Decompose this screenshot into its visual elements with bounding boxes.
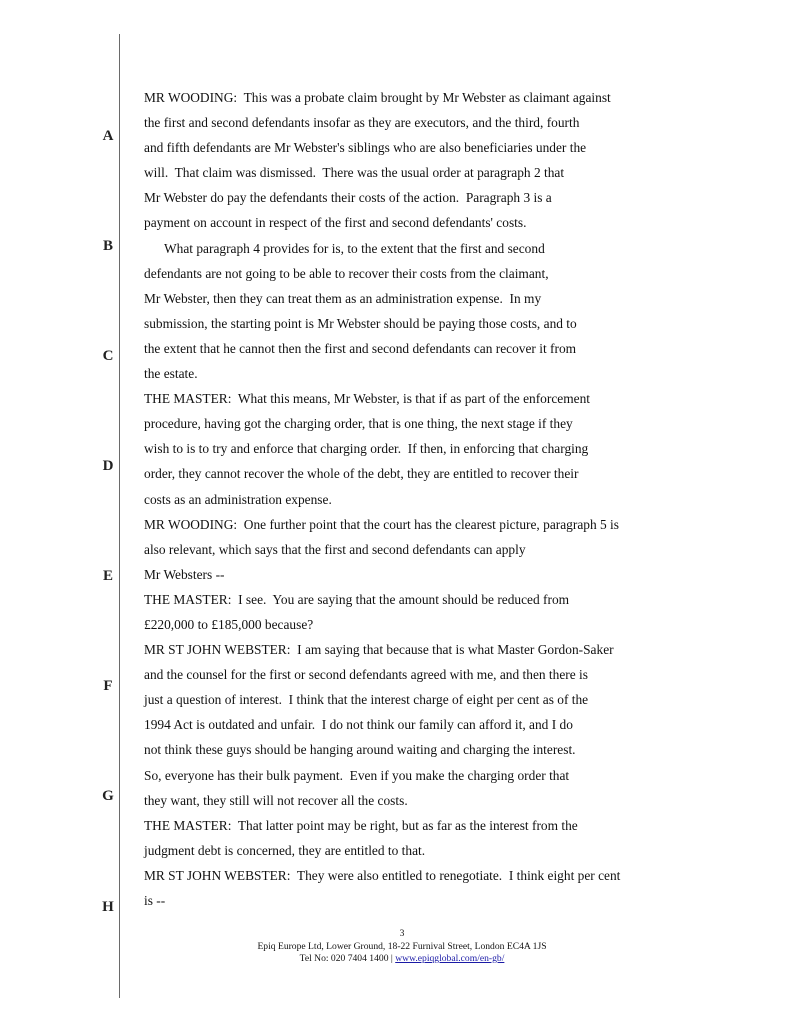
transcript-line: defendants are not going to be able to recover their costs from the claimant, [144, 265, 549, 281]
margin-letter-d: D [102, 458, 114, 474]
transcript-line: What paragraph 4 provides for is, to the extent that the first and second [164, 240, 545, 256]
transcript-line: MR WOODING: This was a probate claim brought by Mr Webster as claimant against [144, 90, 611, 105]
contact-line [150, 953, 654, 966]
transcript-line: also relevant, which says that the first and second defendants can apply [144, 541, 526, 557]
transcript-line: Mr Webster do pay the defendants their costs of the action. Paragraph 3 is a [144, 190, 552, 206]
transcript-line: £220,000 to £185,000 because? [144, 616, 314, 632]
telephone-text: Tel No: 020 7404 1400 | [299, 953, 396, 964]
transcript-line: the estate. [144, 366, 198, 382]
transcript-line: THE MASTER: That latter point may be right, but as far as the interest from the [144, 817, 578, 833]
margin-letter-f: F [103, 678, 113, 694]
transcript-line: and the counsel for the first or second defendants agreed with me, and then there is [144, 667, 588, 683]
transcript-body [144, 85, 674, 913]
transcript-line: submission, the starting point is Mr Webster should be paying those costs, and to [144, 315, 577, 331]
transcript-line: order, they cannot recover the whole of the debt, they are entitled to recover their [144, 466, 579, 482]
transcript-line: not think these guys should be hanging around waiting and charging the interest. [144, 742, 576, 758]
transcript-line: 1994 Act is outdated and unfair. I do not think our family can afford it, and I do [144, 717, 573, 733]
transcript-line: procedure, having got the charging order, that is one thing, the next stage if they [144, 416, 573, 432]
transcript-line: MR WOODING: One further point that the court has the clearest picture, paragraph 5 is [144, 516, 619, 532]
transcript-line: Mr Webster, then they can treat them as an administration expense. In my [144, 290, 542, 306]
transcript-line: just a question of interest. I think that the interest charge of eight per cent as of the [144, 692, 589, 708]
transcript-line: the extent that he cannot then the first and second defendants can recover it from [144, 340, 577, 356]
transcript-line: payment on account in respect of the first and second defendants' costs. [144, 215, 527, 231]
transcript-line: THE MASTER: I see. You are saying that the amount should be reduced from [144, 591, 570, 607]
page-number: 3 [399, 928, 405, 939]
transcript-line: THE MASTER: What this means, Mr Webster, is that if as part of the enforcement [144, 391, 591, 407]
transcript-line: MR ST JOHN WEBSTER: They were also entitled to renegotiate. I think eight per cent [144, 867, 621, 883]
website-link[interactable]: www.epiqglobal.com/en-gb/ [395, 953, 505, 964]
transcript-line: wish to is to try and enforce that charging order. If then, in enforcing that charging [144, 441, 589, 457]
transcript-line: costs as an administration expense. [144, 491, 332, 507]
turn-webster-1 [144, 637, 674, 813]
transcript-line: So, everyone has their bulk payment. Even if you make the charging order that [144, 767, 570, 783]
turn-webster-2 [144, 863, 674, 913]
transcript-line: judgment debt is concerned, they are entitled to that. [144, 842, 426, 858]
margin-letter-g: G [102, 788, 114, 804]
transcript-line: the first and second defendants insofar as they are executors, and the third, fourth [144, 115, 580, 131]
transcript-line: MR ST JOHN WEBSTER: I am saying that because that is what Master Gordon-Saker [144, 642, 614, 658]
transcript-line: and fifth defendants are Mr Webster's siblings who are also beneficiaries under the [144, 140, 587, 156]
margin-letter-a: A [102, 128, 114, 144]
turn-master-3 [144, 813, 674, 863]
turn-master-2 [144, 587, 674, 637]
margin-letter-c: C [102, 348, 114, 364]
margin-letter-h: H [102, 899, 114, 915]
margin-letter-e: E [102, 568, 113, 584]
transcript-line: is -- [144, 893, 166, 908]
page-footer [150, 928, 654, 966]
company-address: Epiq Europe Ltd, Lower Ground, 18-22 Furnival Street, London EC4A 1JS [257, 940, 547, 952]
transcript-line: Mr Websters -- [144, 566, 225, 582]
margin-rule [119, 34, 120, 998]
turn-master-1 [144, 386, 674, 511]
transcript-line: will. That claim was dismissed. There was the usual order at paragraph 2 that [144, 165, 565, 181]
margin-letter-b: B [102, 238, 113, 254]
turn-wooding-1 [144, 85, 674, 386]
transcript-line: they want, they still will not recover all the costs. [144, 792, 408, 808]
turn-wooding-2 [144, 512, 674, 587]
